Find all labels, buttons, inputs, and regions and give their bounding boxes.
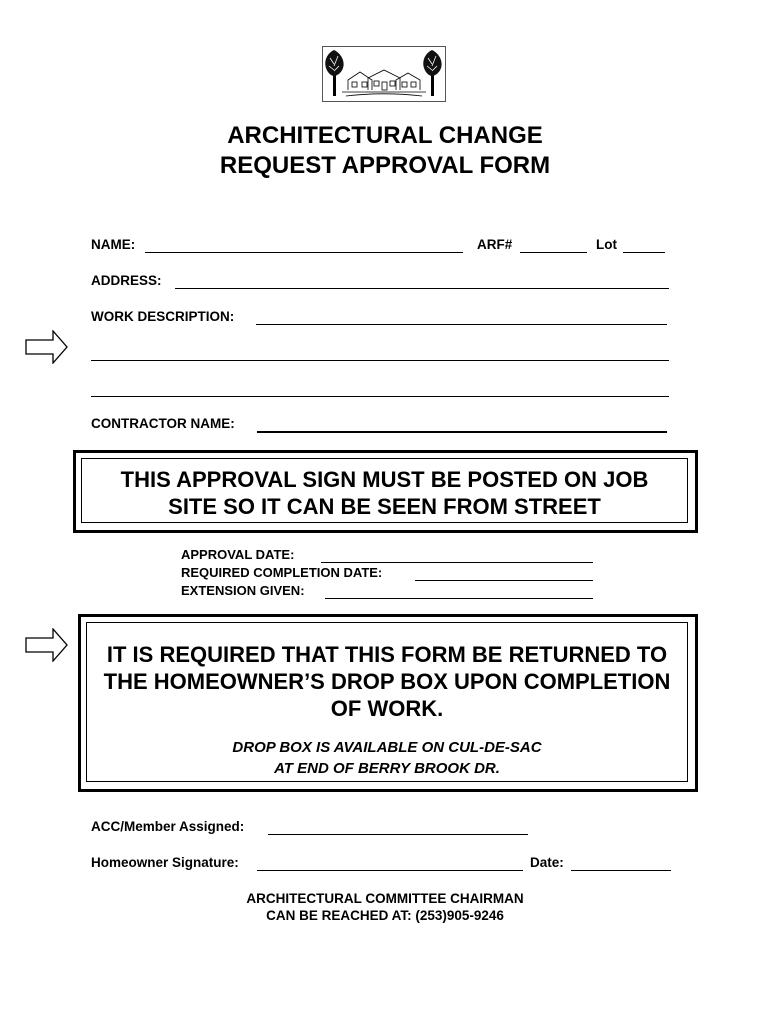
return-notice-text [86, 641, 688, 722]
arf-label: ARF# [477, 237, 513, 252]
drop-box-note [86, 737, 688, 779]
right-arrow-icon [25, 330, 69, 369]
date-field[interactable] [571, 870, 671, 871]
required-completion-date-label: REQUIRED COMPLETION DATE: [181, 565, 383, 580]
drop-box-note-line1: DROP BOX IS AVAILABLE ON CUL-DE-SAC [232, 739, 542, 756]
extension-given-field[interactable] [325, 598, 593, 599]
name-label: NAME: [91, 237, 136, 252]
footer-line1: ARCHITECTURAL COMMITTEE CHAIRMAN [246, 891, 524, 906]
acc-member-field[interactable] [268, 834, 528, 835]
return-notice-line2: THE HOMEOWNER’S DROP BOX UPON COMPLETION [103, 669, 671, 694]
sign-notice-line2: SITE SO IT CAN BE SEEN FROM STREET [168, 494, 601, 519]
homeowner-signature-field[interactable] [257, 870, 523, 871]
approval-date-label: APPROVAL DATE: [181, 547, 295, 562]
address-label: ADDRESS: [91, 273, 162, 288]
footer [0, 890, 770, 924]
return-notice-line1: IT IS REQUIRED THAT THIS FORM BE RETURNED TO [106, 642, 668, 667]
sign-notice-text [81, 466, 688, 520]
arf-field[interactable] [520, 252, 587, 253]
contractor-name-field[interactable] [257, 431, 667, 433]
homeowner-signature-label: Homeowner Signature: [91, 855, 239, 870]
footer-line2: CAN BE REACHED AT: (253)905-9246 [266, 908, 504, 923]
address-field[interactable] [175, 288, 669, 289]
return-notice-line3: OF WORK. [330, 696, 444, 721]
acc-member-label: ACC/Member Assigned: [91, 819, 245, 834]
work-description-line-3[interactable] [91, 396, 669, 397]
logo [322, 46, 446, 102]
form-title-line1: ARCHITECTURAL CHANGE [227, 122, 543, 149]
work-description-label: WORK DESCRIPTION: [91, 309, 235, 324]
name-field[interactable] [145, 252, 463, 253]
lot-label: Lot [596, 237, 617, 252]
form-title-line2: REQUEST APPROVAL FORM [219, 152, 551, 179]
extension-given-label: EXTENSION GIVEN: [181, 583, 305, 598]
date-label: Date: [530, 855, 564, 870]
required-completion-date-field[interactable] [415, 580, 593, 581]
approval-date-field[interactable] [321, 562, 593, 563]
work-description-line-2[interactable] [91, 360, 669, 361]
house-and-trees-logo [322, 46, 446, 102]
right-arrow-icon [25, 628, 69, 667]
sign-notice-line1: THIS APPROVAL SIGN MUST BE POSTED ON JOB [120, 467, 649, 492]
contractor-name-label: CONTRACTOR NAME: [91, 416, 235, 431]
lot-field[interactable] [623, 252, 665, 253]
work-description-field[interactable] [256, 324, 667, 325]
drop-box-note-line2: AT END OF BERRY BROOK DR. [274, 760, 500, 777]
